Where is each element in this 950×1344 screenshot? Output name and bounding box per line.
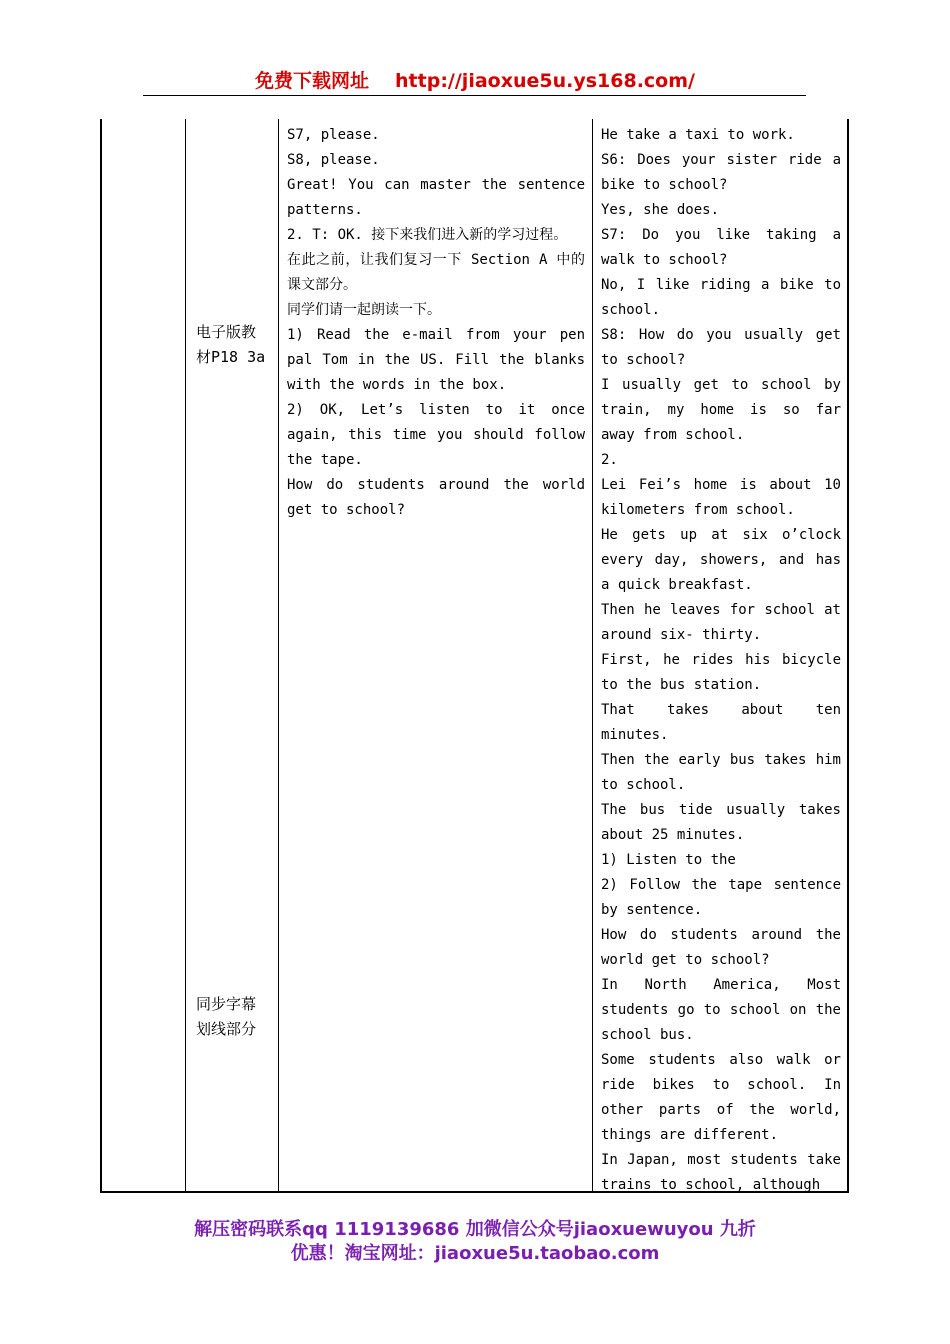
student-line: S7: Do you like taking a walk to school? [601, 227, 841, 268]
teacher-line: S8, please. [287, 152, 380, 168]
table-divider-1 [185, 119, 186, 1193]
teacher-line: 同学们请一起朗读一下。 [287, 302, 441, 318]
student-line: Some students also walk or ride bikes to school. In other parts of the world, things are different. [601, 1052, 841, 1143]
student-line: That takes about ten minutes. [601, 702, 841, 743]
material-note-line: 电子版教 [196, 323, 257, 341]
student-line: No, I like riding a bike to school. [601, 277, 841, 318]
header [0, 66, 950, 93]
header-divider [143, 95, 806, 96]
subtitle-note-line: 划线部分 [196, 1020, 257, 1038]
student-line: The bus tide usually takes about 25 minutes. [601, 802, 841, 843]
teacher-line: 2. T: OK. 接下来我们进入新的学习过程。 [287, 227, 568, 243]
student-line: S6: Does your sister ride a bike to school? [601, 152, 841, 193]
teacher-activity-cell [287, 123, 585, 523]
teacher-line: 2) OK, Let’s listen to it once again, this time you should follow the tape. [287, 402, 585, 468]
student-line: 2. [601, 452, 618, 468]
student-line: Yes, she does. [601, 202, 720, 218]
material-note-line: 材P18 3a [196, 348, 266, 366]
table-border-left [100, 119, 102, 1193]
header-title: 免费下载网址 [255, 70, 370, 92]
student-activity-cell [601, 123, 841, 1198]
student-line: 2) Follow the tape sentence by sentence. [601, 877, 841, 918]
student-line: First, he rides his bicycle to the bus station. [601, 652, 841, 693]
footer [0, 1218, 950, 1266]
header-url[interactable]: http://jiaoxue5u.ys168.com/ [395, 70, 695, 92]
subtitle-note-line: 同步字幕 [196, 995, 257, 1013]
student-line: Lei Fei’s home is about 10 kilometers from school. [601, 477, 841, 518]
teacher-line: Great! You can master the sentence patterns. [287, 177, 585, 218]
teacher-line: 在此之前，让我们复习一下 Section A 中的课文部分。 [287, 252, 585, 293]
footer-line-1: 解压密码联系qq 1119139686 加微信公众号jiaoxuewuyou 九折 [194, 1219, 756, 1240]
table-divider-3 [592, 119, 593, 1193]
student-line: He take a taxi to work. [601, 127, 795, 143]
student-line: He gets up at six o’clock every day, showers, and has a quick breakfast. [601, 527, 841, 593]
student-line: S8: How do you usually get to school? [601, 327, 841, 368]
table-border-right [847, 119, 849, 1193]
student-line: 1) Listen to the [601, 852, 736, 868]
teacher-line: 1) Read the e-mail from your pen pal Tom in the US. Fill the blanks with the words in the box. [287, 327, 585, 393]
material-note [196, 320, 274, 370]
student-line: Then the early bus takes him to school. [601, 752, 841, 793]
teacher-line: S7, please. [287, 127, 380, 143]
student-line: Then he leaves for school at around six- thirty. [601, 602, 841, 643]
lesson-table [100, 119, 849, 1193]
subtitle-note [196, 992, 274, 1042]
footer-line-2[interactable]: 优惠！淘宝网址：jiaoxue5u.taobao.com [290, 1243, 660, 1264]
student-line: In North America, Most students go to school on the school bus. [601, 977, 841, 1043]
teacher-line: How do students around the world get to school? [287, 477, 585, 518]
student-line: In Japan, most students take trains to school, although [601, 1152, 841, 1193]
student-line: How do students around the world get to school? [601, 927, 841, 968]
student-line: I usually get to school by train, my home is so far away from school. [601, 377, 841, 443]
table-divider-2 [278, 119, 279, 1193]
